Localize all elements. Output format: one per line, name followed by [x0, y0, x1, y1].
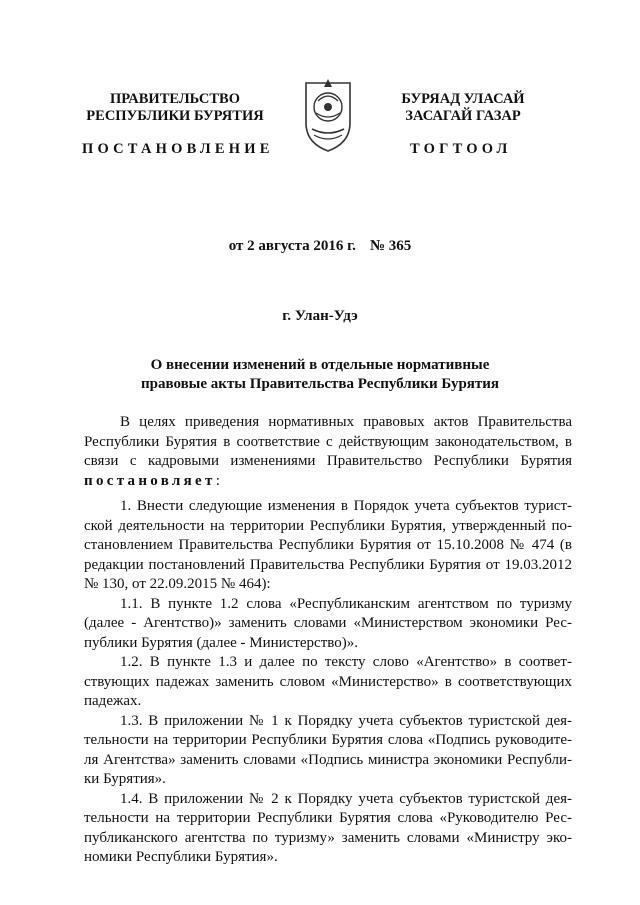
document-title: [100, 356, 540, 394]
decree-word: постановляет: [84, 472, 216, 489]
intro-paragraph: [84, 413, 572, 491]
document-number: № 365: [369, 238, 412, 254]
paragraph-1: 1. Внести следующие изменения в Порядок учета субъектов туристской деятельности на территории Республики Бурятия, утвержденный постановлением Правительства Республики Бурятия от 15.10.2008 № 474 (в редакции постановлений Правительства Республики Бурятия от 19.03.2012 № 130, от 22.09.2015 № 464):: [84, 498, 572, 592]
intro-text: В целях приведения нормативных правовых актов Правительства Республики Бурятия в соответствие с действующим законодательством, в связи с кадровыми изменениями Правительство Республики Бурятия: [84, 414, 572, 469]
header-right: [368, 91, 558, 125]
paragraph-1-2: 1.2. В пункте 1.3 и далее по тексту слово «Агентство» в соответствующих падежах заменить словом «Министерство» в соответствующих падежах.: [84, 654, 572, 709]
header-left: [80, 91, 270, 125]
amendment-items: [84, 497, 572, 868]
decree-colon: :: [215, 472, 220, 489]
title-line2: правовые акты Правительства Республики Бурятия: [140, 376, 500, 392]
coat-of-arms-icon: [298, 73, 358, 153]
header-left-line1: ПРАВИТЕЛЬСТВО: [110, 91, 240, 107]
paragraph-1-3: 1.3. В приложении № 1 к Порядку учета субъектов туристской деятельности на территории Республики Бурятия слова «Подпись руководителя Агентства» заменить словами «Подпись министра экономики Республики Бурятия».: [84, 712, 572, 787]
document-date: от 2 августа 2016 г.: [228, 238, 356, 254]
paragraph-1-1: 1.1. В пункте 1.2 слова «Республиканским агентством по туризму (далее - Агентство)» заменить словами «Министерством экономики Республики Бурятия (далее - Министерство)».: [84, 595, 572, 651]
header-right-line2: ЗАСАГАЙ ГАЗАР: [405, 108, 521, 124]
doc-type-bua: ТОГТООЛ: [410, 141, 512, 157]
date-line: [0, 238, 640, 255]
header-left-line2: РЕСПУБЛИКИ БУРЯТИЯ: [86, 108, 264, 124]
header-right-line1: БУРЯАД УЛАСАЙ: [401, 91, 525, 107]
city: г. Улан-Удэ: [282, 308, 358, 324]
title-line1: О внесении изменений в отдельные нормативные: [150, 357, 490, 373]
paragraph-1-4: 1.4. В приложении № 2 к Порядку учета субъектов туристской деятельности на территории Республики Бурятия слова «Руководителю Республиканского агентства по туризму» заменить словами «Министру экономики Республики Бурятия».: [84, 790, 572, 865]
doc-type-ru: ПОСТАНОВЛЕНИЕ: [82, 141, 274, 157]
